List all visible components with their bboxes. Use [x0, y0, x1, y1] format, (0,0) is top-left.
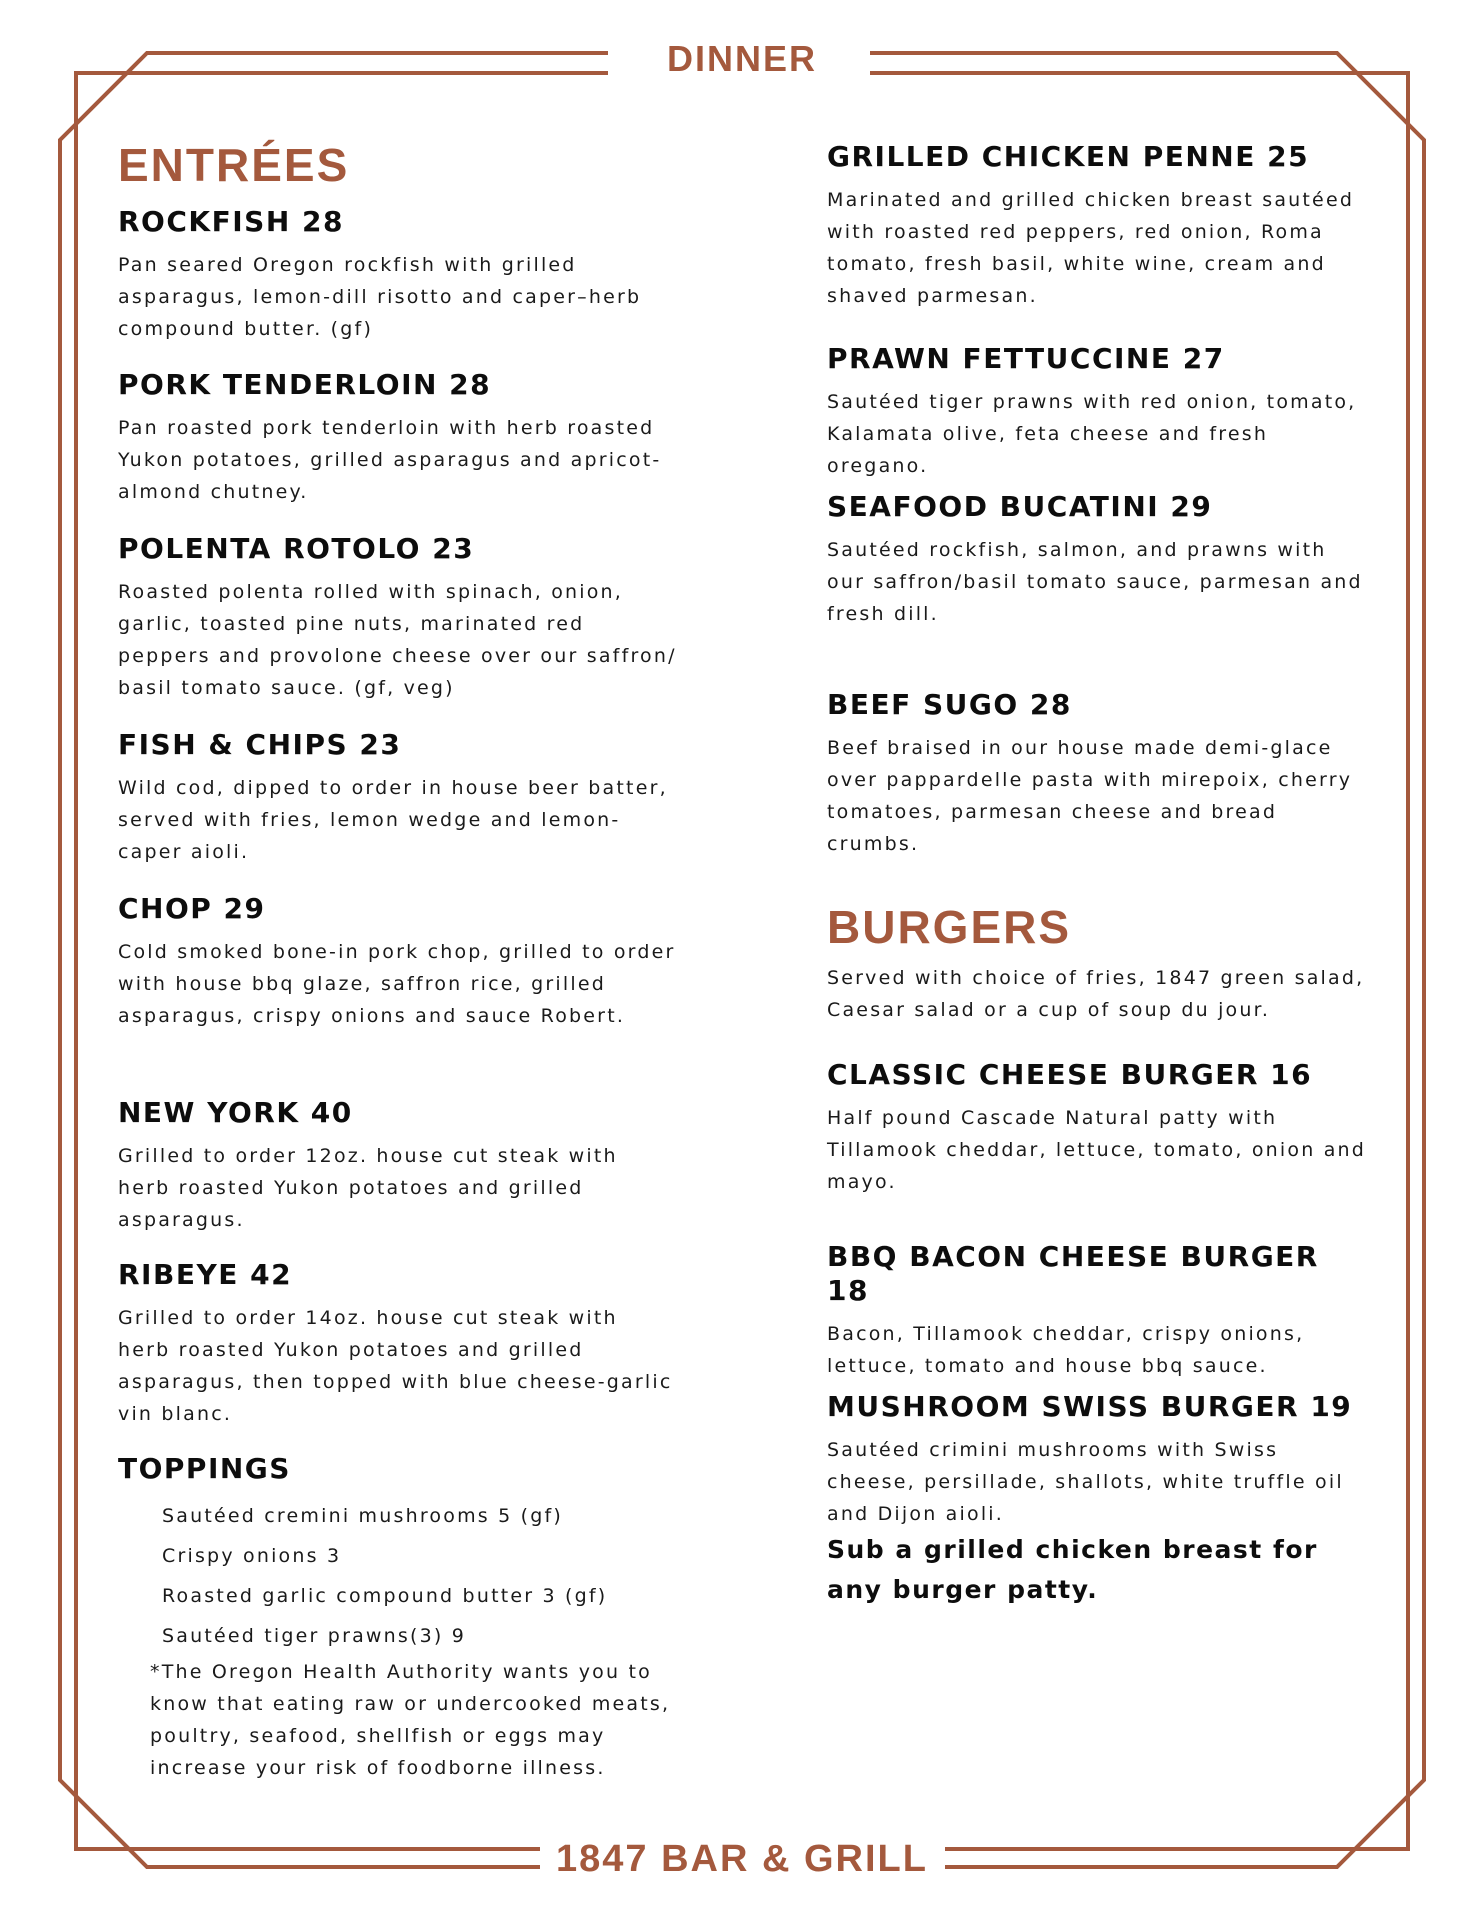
item-name: POLENTA ROTOLO 23 — [118, 532, 475, 565]
menu-item-beef-sugo — [827, 688, 1367, 860]
burgers-heading: BURGERS — [827, 901, 1072, 953]
menu-item-new-york — [118, 1096, 678, 1236]
item-description: Half pound Cascade Natural patty with Tillamook cheddar, lettuce, tomato, onion and mayo. — [827, 1107, 1367, 1193]
topping-item: Roasted garlic compound butter 3 (gf) — [162, 1585, 608, 1607]
item-name: FISH & CHIPS 23 — [118, 728, 402, 761]
toppings-list — [118, 1496, 678, 1656]
burgers-intro — [827, 962, 1367, 1026]
menu-item-polenta-rotolo — [118, 532, 678, 704]
item-name: RIBEYE 42 — [118, 1258, 293, 1291]
item-description: Marinated and grilled chicken breast sautéed with roasted red peppers, red onion, Roma tomato, fresh basil, white wine, cream and shaved parmesan. — [827, 189, 1355, 307]
item-name: BEEF SUGO 28 — [827, 688, 1072, 721]
menu-title: DINNER — [666, 38, 817, 79]
item-name: PRAWN FETTUCCINE 27 — [827, 342, 1225, 375]
restaurant-name: 1847 BAR & GRILL — [556, 1838, 928, 1880]
item-name: SEAFOOD BUCATINI 29 — [827, 490, 1213, 523]
item-name: PORK TENDERLOIN 28 — [118, 368, 492, 401]
item-description: Sautéed crimini mushrooms with Swiss cheese, persillade, shallots, white truffle oil and Dijon aioli. — [827, 1439, 1344, 1525]
item-name: ROCKFISH 28 — [118, 205, 344, 238]
menu-item-classic-cheese-burger — [827, 1058, 1367, 1198]
menu-item-fish-and-chips — [118, 728, 678, 868]
item-description: Beef braised in our house made demi-glace over pappardelle pasta with mirepoix, cherry tomatoes, parmesan cheese and bread crumbs. — [827, 737, 1353, 855]
item-name: BBQ BACON CHEESE BURGER 18 — [827, 1240, 1319, 1307]
menu-item-mushroom-swiss-burger — [827, 1390, 1367, 1530]
topping-item: Sautéed cremini mushrooms 5 (gf) — [162, 1505, 564, 1527]
item-description: Sautéed rockfish, salmon, and prawns with our saffron/basil tomato sauce, parmesan and fresh dill. — [827, 539, 1363, 625]
toppings-section — [118, 1452, 678, 1656]
item-description: Cold smoked bone-in pork chop, grilled to order with house bbq glaze, saffron rice, grilled asparagus, crispy onions and sauce Robert. — [118, 941, 676, 1027]
item-name: CHOP 29 — [118, 892, 266, 925]
item-name: NEW YORK 40 — [118, 1096, 353, 1129]
item-description: Pan roasted pork tenderloin with herb roasted Yukon potatoes, grilled asparagus and apricot-almond chutney. — [118, 417, 662, 503]
menu-item-grilled-chicken-penne — [827, 140, 1367, 312]
item-description: Wild cod, dipped to order in house beer batter, served with fries, lemon wedge and lemon-caper aioli. — [118, 777, 668, 863]
item-name: GRILLED CHICKEN PENNE 25 — [827, 140, 1310, 173]
burgers-intro-text: Served with choice of fries, 1847 green salad, Caesar salad or a cup of soup du jour. — [827, 967, 1365, 1021]
item-description: Grilled to order 12oz. house cut steak with herb roasted Yukon potatoes and grilled asparagus. — [118, 1145, 618, 1231]
item-description: Pan seared Oregon rockfish with grilled asparagus, lemon-dill risotto and caper–herb compound butter. (gf) — [118, 254, 642, 340]
health-advisory-note: *The Oregon Health Authority wants you to know that eating raw or undercooked meats, poultry, seafood, shellfish or eggs may increase your risk of foodborne illness. — [150, 1661, 671, 1779]
menu-item-bbq-bacon-cheese-burger — [827, 1240, 1367, 1382]
item-description: Grilled to order 14oz. house cut steak with herb roasted Yukon potatoes and grilled asparagus, then topped with blue cheese-garlic vin blanc. — [118, 1307, 673, 1425]
menu-item-rockfish — [118, 205, 678, 345]
menu-item-prawn-fettuccine — [827, 342, 1367, 482]
toppings-heading: TOPPINGS — [118, 1452, 291, 1485]
item-description: Sautéed tiger prawns with red onion, tomato, Kalamata olive, feta cheese and fresh oregano. — [827, 391, 1357, 477]
topping-item: Crispy onions 3 — [162, 1545, 342, 1567]
item-name: CLASSIC CHEESE BURGER 16 — [827, 1058, 1313, 1091]
menu-item-ribeye — [118, 1258, 678, 1430]
menu-item-pork-tenderloin — [118, 368, 678, 508]
menu-item-chop — [118, 892, 678, 1032]
entrees-heading: ENTRÉES — [118, 139, 350, 191]
chicken-substitution-note: Sub a grilled chicken breast for any burger patty. — [827, 1535, 1318, 1604]
item-description: Roasted polenta rolled with spinach, onion, garlic, toasted pine nuts, marinated red peppers and provolone cheese over our saffron/ basil tomato sauce. (gf, veg) — [118, 581, 677, 699]
topping-item: Sautéed tiger prawns(3) 9 — [162, 1625, 467, 1647]
menu-item-seafood-bucatini — [827, 490, 1367, 630]
item-description: Bacon, Tillamook cheddar, crispy onions, lettuce, tomato and house bbq sauce. — [827, 1323, 1305, 1377]
item-name: MUSHROOM SWISS BURGER 19 — [827, 1390, 1353, 1423]
